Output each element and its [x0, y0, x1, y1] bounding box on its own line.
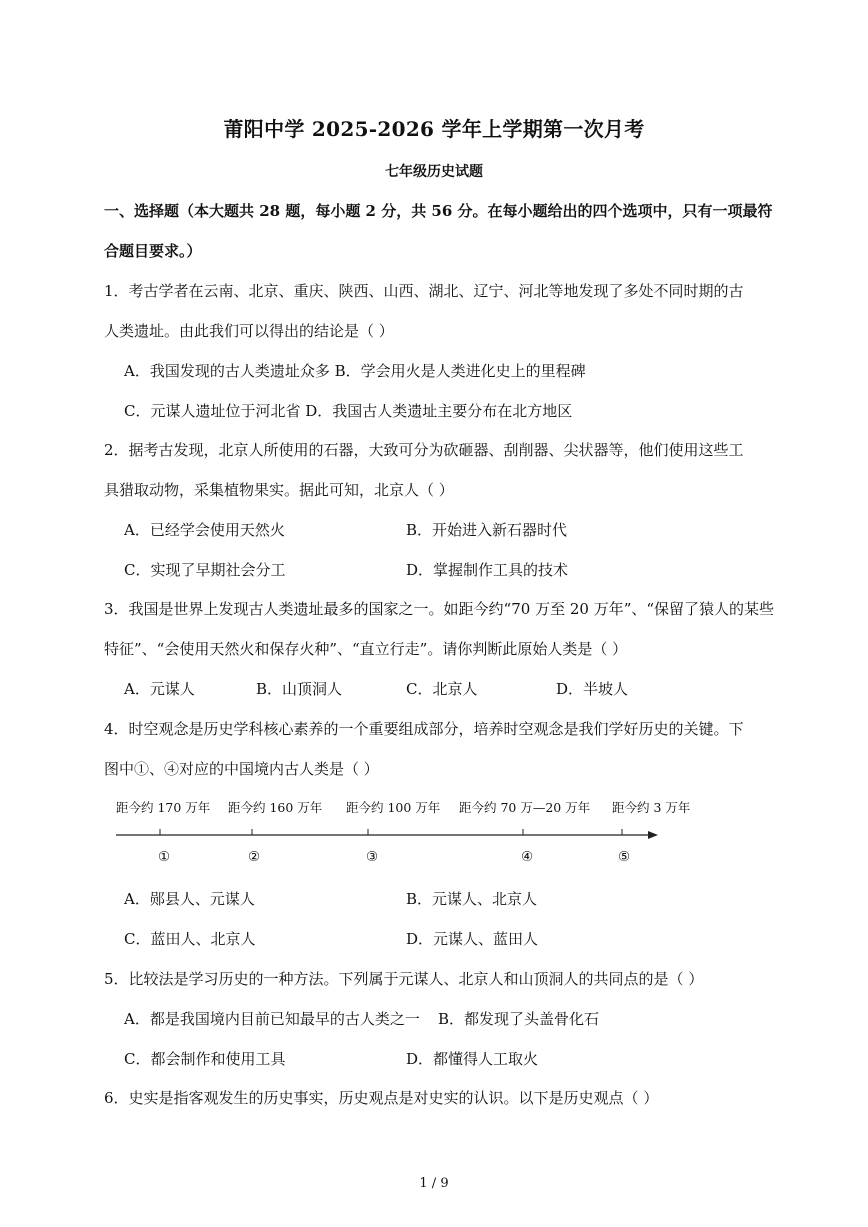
- question-1-line-2: 人类遗址。由此我们可以得出的结论是（ ）: [104, 322, 394, 340]
- question-1-line-1: 1．考古学者在云南、北京、重庆、陕西、山西、湖北、辽宁、河北等地发现了多处不同时期的古: [104, 282, 744, 300]
- timeline-marker-4: ④: [521, 849, 534, 865]
- question-4-option-a: A．郧县人、元谋人: [124, 890, 255, 908]
- question-3-line-1: 3．我国是世界上发现古人类遗址最多的国家之一。如距今约“70 万至 20 万年”、“保留了猿人的某些: [104, 600, 775, 618]
- timeline-label-5: 距今约 3 万年: [612, 800, 691, 815]
- timeline-marker-3: ③: [366, 849, 379, 865]
- question-5-option-c: C．都会制作和使用工具: [124, 1050, 286, 1068]
- section-heading-line1: 一、选择题（本大题共 28 题，每小题 2 分，共 56 分。在每小题给出的四个选项中，只有一项最符: [104, 202, 773, 220]
- question-4-option-c: C．蓝田人、北京人: [124, 930, 256, 948]
- question-4-option-b: B．元谋人、北京人: [406, 890, 538, 908]
- timeline-marker-5: ⑤: [618, 849, 631, 865]
- question-2-option-d: D．掌握制作工具的技术: [406, 561, 569, 579]
- section-heading-line2: 合题目要求。）: [104, 242, 202, 260]
- timeline-marker-2: ②: [248, 849, 261, 865]
- timeline-label-3: 距今约 100 万年: [346, 800, 441, 815]
- question-5-option-a: A．都是我国境内目前已知最早的古人类之一: [124, 1010, 420, 1028]
- question-3-option-b: B．山顶洞人: [256, 680, 343, 698]
- question-6-line-1: 6．史实是指客观发生的历史事实，历史观点是对史实的认识。以下是历史观点（ ）: [104, 1089, 659, 1107]
- question-4-line-1: 4．时空观念是历史学科核心素养的一个重要组成部分，培养时空观念是我们学好历史的关键。下: [104, 720, 744, 738]
- question-4-option-d: D．元谋人、蓝田人: [406, 930, 539, 948]
- question-5-option-d: D．都懂得人工取火: [406, 1050, 539, 1068]
- question-3-option-d: D．半坡人: [556, 680, 629, 698]
- question-2-option-b: B．开始进入新石器时代: [406, 521, 568, 539]
- question-3-option-c: C．北京人: [406, 680, 478, 698]
- question-5-option-b: B．都发现了头盖骨化石: [438, 1010, 600, 1028]
- question-3-line-2: 特征”、“会使用天然火和保存火种”、“直立行走”。请你判断此原始人类是（ ）: [104, 640, 628, 658]
- timeline-label-4: 距今约 70 万—20 万年: [459, 800, 591, 815]
- page-number: 1 / 9: [419, 1176, 449, 1191]
- timeline-label-1: 距今约 170 万年: [116, 800, 211, 815]
- exam-title: 莆阳中学 2025-2026 学年上学期第一次月考: [223, 117, 645, 141]
- question-1-options-ab: A．我国发现的古人类遗址众多 B．学会用火是人类进化史上的里程碑: [124, 362, 586, 380]
- question-4-line-2: 图中①、④对应的中国境内古人类是（ ）: [104, 760, 379, 778]
- question-5-line-1: 5．比较法是学习历史的一种方法。下列属于元谋人、北京人和山顶洞人的共同点的是（ ）: [104, 970, 704, 988]
- question-1-options-cd: C．元谋人遗址位于河北省 D．我国古人类遗址主要分布在北方地区: [124, 402, 573, 420]
- timeline-arrow-icon: [648, 831, 658, 839]
- timeline-label-2: 距今约 160 万年: [228, 800, 323, 815]
- question-2-option-c: C．实现了早期社会分工: [124, 561, 286, 579]
- question-2-line-1: 2．据考古发现，北京人所使用的石器，大致可分为砍砸器、刮削器、尖状器等，他们使用这些工: [104, 441, 744, 459]
- timeline-marker-1: ①: [158, 849, 171, 865]
- question-2-line-2: 具猎取动物，采集植物果实。据此可知，北京人（ ）: [104, 481, 454, 499]
- question-2-option-a: A．已经学会使用天然火: [124, 521, 285, 539]
- exam-subtitle: 七年级历史试题: [385, 164, 483, 180]
- question-3-option-a: A．元谋人: [124, 680, 195, 698]
